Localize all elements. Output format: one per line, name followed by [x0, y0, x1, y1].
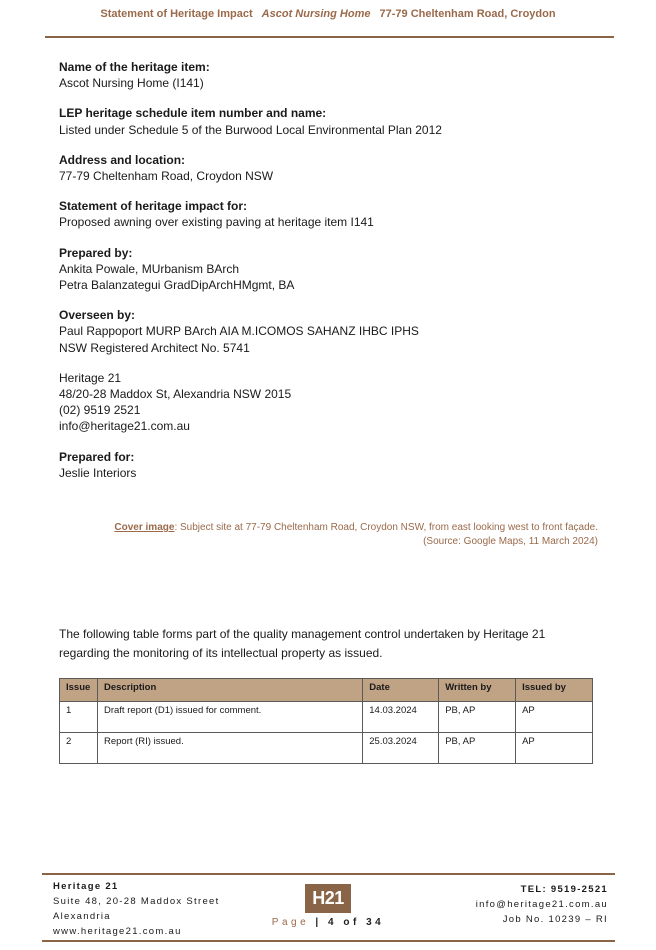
page-separator: |	[315, 917, 322, 928]
table-row	[60, 733, 593, 764]
cell-description: Report (RI) issued.	[97, 733, 362, 764]
cell-issued-by: AP	[516, 702, 593, 733]
header-site: Ascot Nursing Home	[261, 8, 371, 20]
detail-label: Address and location:	[59, 152, 186, 167]
detail-value: NSW Registered Architect No. 5741	[59, 340, 250, 355]
footer-tel: TEL: 9519-2521	[520, 884, 608, 895]
footer-email[interactable]: info@heritage21.com.au	[475, 899, 608, 910]
footer-right	[476, 882, 608, 927]
footer-org: Heritage 21	[53, 881, 119, 892]
cell-written-by: PB, AP	[439, 702, 516, 733]
detail-value: 77-79 Cheltenham Road, Croydon NSW	[59, 169, 274, 184]
cover-image-caption	[114, 521, 598, 548]
col-issued-by: Issued by	[516, 679, 593, 702]
footer-job: Job No. 10239 – RI	[502, 914, 608, 925]
col-issue: Issue	[60, 679, 98, 702]
cell-date: 14.03.2024	[363, 702, 439, 733]
detail-value: Listed under Schedule 5 of the Burwood Local Environmental Plan 2012	[59, 122, 442, 137]
col-description: Description	[97, 679, 362, 702]
footer-left	[53, 879, 220, 939]
detail-statement-for	[59, 198, 619, 230]
detail-value: Paul Rappoport MURP BArch AIA M.ICOMOS SAHANZ IHBC IPHS	[59, 324, 419, 339]
running-header	[0, 8, 656, 20]
contact-phone: (02) 9519 2521	[59, 403, 141, 418]
page-number: 4 of 34	[328, 917, 385, 928]
detail-label: LEP heritage schedule item number and name:	[59, 106, 327, 121]
contact-address: 48/20-28 Maddox St, Alexandria NSW 2015	[59, 387, 292, 402]
detail-value: Petra Balanzategui GradDipArchHMgmt, BA	[59, 278, 295, 293]
detail-contact	[59, 370, 619, 435]
detail-overseen-by	[59, 307, 619, 356]
contact-org: Heritage 21	[59, 370, 122, 385]
report-details	[59, 59, 619, 495]
footer-rule-bottom	[42, 940, 615, 942]
detail-value: Jeslie Interiors	[59, 465, 137, 480]
cover-label: Cover image	[114, 522, 175, 533]
header-address: 77-79 Cheltenham Road, Croydon	[379, 8, 556, 20]
detail-label: Statement of heritage impact for:	[59, 199, 248, 214]
footer-address-2: Alexandria	[53, 911, 111, 922]
table-header-row	[60, 679, 593, 702]
cover-source: (Source: Google Maps, 11 March 2024)	[423, 535, 598, 547]
cell-issued-by: AP	[516, 733, 593, 764]
footer-rule-top	[42, 873, 615, 875]
page-word: Page	[271, 917, 310, 928]
cell-written-by: PB, AP	[439, 733, 516, 764]
quality-table	[59, 678, 593, 764]
col-written-by: Written by	[439, 679, 516, 702]
detail-heritage-item	[59, 59, 619, 91]
cover-text: : Subject site at 77-79 Cheltenham Road, Croydon NSW, from east looking west to front façade.	[174, 522, 598, 533]
detail-prepared-for	[59, 449, 619, 481]
detail-prepared-by	[59, 245, 619, 294]
footer-website[interactable]: www.heritage21.com.au	[53, 926, 182, 937]
detail-label: Name of the heritage item:	[59, 60, 210, 74]
header-rule	[45, 36, 614, 38]
quality-intro: The following table forms part of the quality management control undertaken by Heritage 21 regarding the monitoring of its intellectual property as issued.	[59, 627, 546, 660]
cell-issue: 1	[60, 702, 98, 733]
detail-label: Overseen by:	[59, 308, 136, 323]
detail-address	[59, 152, 619, 184]
cell-date: 25.03.2024	[363, 733, 439, 764]
contact-email: info@heritage21.com.au	[59, 419, 190, 434]
footer-address-1: Suite 48, 20-28 Maddox Street	[53, 896, 220, 907]
header-title: Statement of Heritage Impact	[100, 8, 253, 20]
table-row	[60, 702, 593, 733]
detail-value: Proposed awning over existing paving at heritage item I141	[59, 215, 374, 230]
detail-lep-item	[59, 105, 619, 137]
detail-value: Ascot Nursing Home (I141)	[59, 76, 204, 91]
detail-value: Ankita Powale, MUrbanism BArch	[59, 261, 240, 276]
detail-label: Prepared for:	[59, 449, 135, 464]
cell-description: Draft report (D1) issued for comment.	[97, 702, 362, 733]
cell-issue: 2	[60, 733, 98, 764]
detail-label: Prepared by:	[59, 245, 133, 260]
col-date: Date	[363, 679, 439, 702]
heritage21-logo: H21	[305, 884, 351, 913]
